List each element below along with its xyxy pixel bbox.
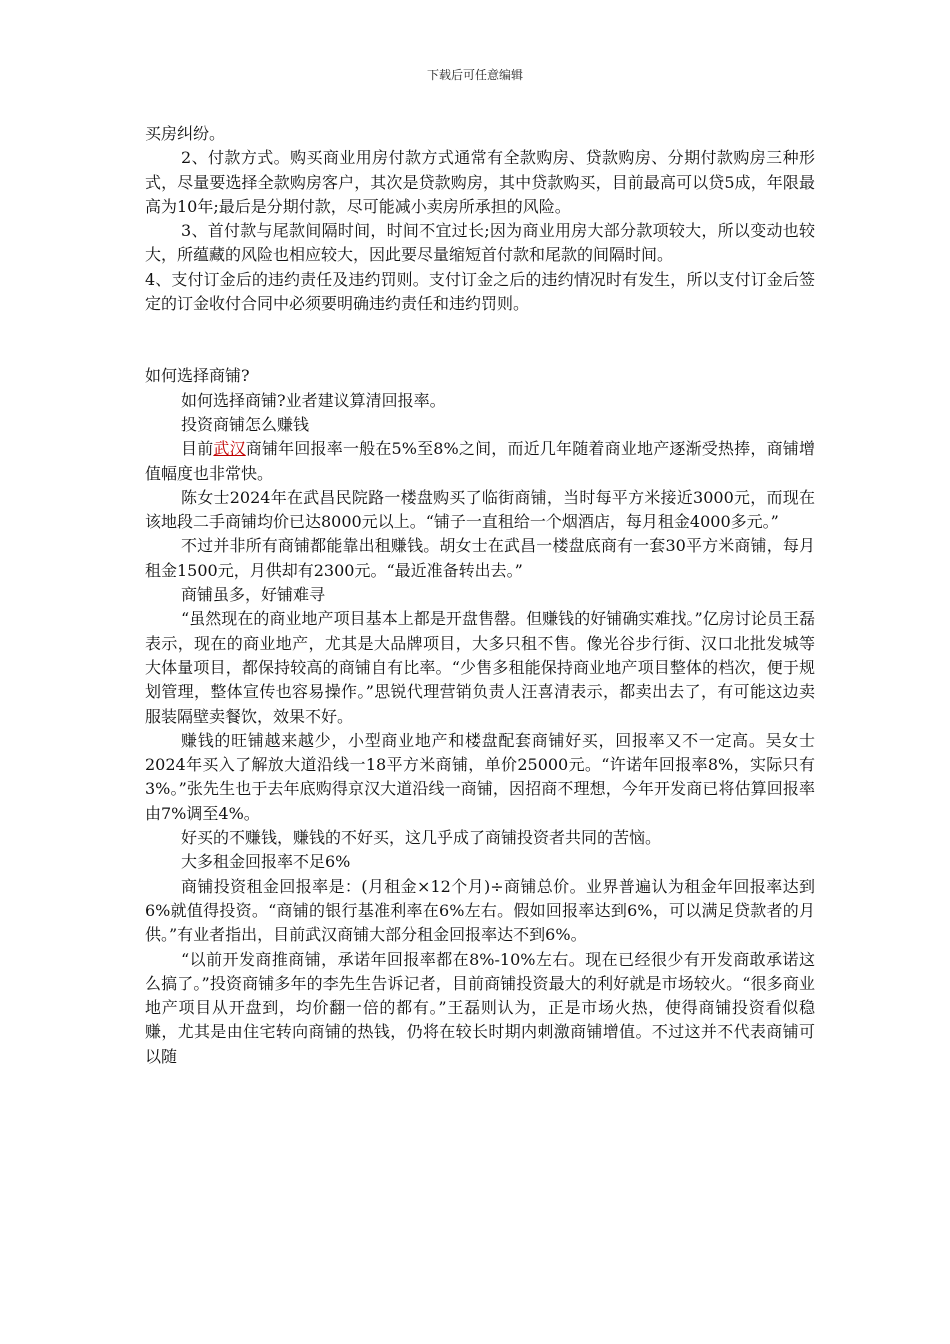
paragraph-return-rate [145,437,815,486]
paragraph-ms-hu: 不过并非所有商铺都能靠出租赚钱。胡女士在武昌一楼盘底商有一套30平方米商铺，每月租金1500元，月供却有2300元。“最近准备转出去。” [145,536,815,580]
paragraph-payment-interval: 3、首付款与尾款间隔时间，时间不宜过长;因为商业用房大部分款项较大，所以变动也较大，所蕴藏的风险也相应较大，因此要尽量缩短首付款和尾款的间隔时间。 [145,221,815,265]
text-suffix: 商铺年回报率一般在5%至8%之间，而近几年随着商业地产逐渐受热捧，商铺增值幅度也非常快。 [145,439,815,483]
subheading-rent-return: 大多租金回报率不足6% [181,852,351,872]
paragraph-intro: 如何选择商铺?业者建议算清回报率。 [181,390,446,410]
wuhan-link[interactable]: 武汉 [213,439,246,459]
subheading-good-shops-rare: 商铺虽多，好铺难寻 [181,585,326,605]
section-title: 如何选择商铺? [145,366,250,386]
paragraph-payment-method: 2、付款方式。购买商业用房付款方式通常有全款购房、贷款购房、分期付款购房三种形式，尽量要选择全款购房客户，其次是贷款购房，其中贷款购买，目前最高可以贷5成，年限最高为10年;最后是分期付款，尽可能减小卖房所承担的风险。 [145,148,815,216]
subheading-how-to-earn: 投资商铺怎么赚钱 [181,414,310,434]
section-gap [145,316,815,364]
text-prefix: 目前 [181,439,214,459]
document-body [145,122,815,1069]
paragraph-wang-lei: “虽然现在的商业地产项目基本上都是开盘售罄。但赚钱的好铺确实难找。”亿房讨论员王磊表示，现在的商业地产，尤其是大品牌项目，大多只租不售。像光谷步行街、汉口北批发城等大体量项目，都保持较高的商铺自有比率。“少售多租能保持商业地产项目整体的档次，便于规划管理，整体宣传也容易操作。”思锐代理营销负责人汪喜清表示，都卖出去了，有可能这边卖服装隔壁卖餐饮，效果不好。 [145,609,815,726]
paragraph-mr-li: “以前开发商推商铺，承诺年回报率都在8%-10%左右。现在已经很少有开发商敢承诺这么搞了。”投资商铺多年的李先生告诉记者，目前商铺投资最大的利好就是市场较火。“很多商业地产项目从开盘到，均价翻一倍的都有。”王磊则认为，正是市场火热，使得商铺投资看似稳赚，尤其是由住宅转向商铺的热钱，仍将在较长时期内刺激商铺增值。不过这并不代表商铺可以随 [145,949,815,1066]
paragraph-deposit-liability: 4、支付订金后的违约责任及违约罚则。支付订金之后的违约情况时有发生，所以支付订金后签定的订金收付合同中必须要明确违约责任和违约罚则。 [145,269,815,314]
paragraph-rent-formula: 商铺投资租金回报率是：(月租金×12个月)÷商铺总价。业界普遍认为租金年回报率达到6%就值得投资。“商铺的银行基准利率在6%左右。假如回报率达到6%，可以满足贷款者的月供。”有业者指出，目前武汉商铺大部分租金回报率达不到6%。 [145,876,815,945]
paragraph-continuation: 买房纠纷。 [145,124,226,143]
paragraph-investor-dilemma: 好买的不赚钱，赚钱的不好买，这几乎成了商铺投资者共同的苦恼。 [181,828,662,848]
page-header: 下载后可任意编辑 [426,68,523,82]
paragraph-ms-chen: 陈女士2024年在武昌民院路一楼盘购买了临街商铺，当时每平方米接近3000元，而现在该地段二手商铺均价已达8000元以上。“铺子一直租给一个烟酒店，每月租金4000多元。” [145,487,815,532]
paragraph-profitable-shops: 赚钱的旺铺越来越少，小型商业地产和楼盘配套商铺好买，回报率又不一定高。吴女士2024年买入了解放大道沿线一18平方米商铺，单价25000元。“许诺年回报率8%，实际只有3%。”张先生也于去年底购得京汉大道沿线一商铺，因招商不理想，今年开发商已将估算回报率由7%调至4%。 [145,730,815,823]
